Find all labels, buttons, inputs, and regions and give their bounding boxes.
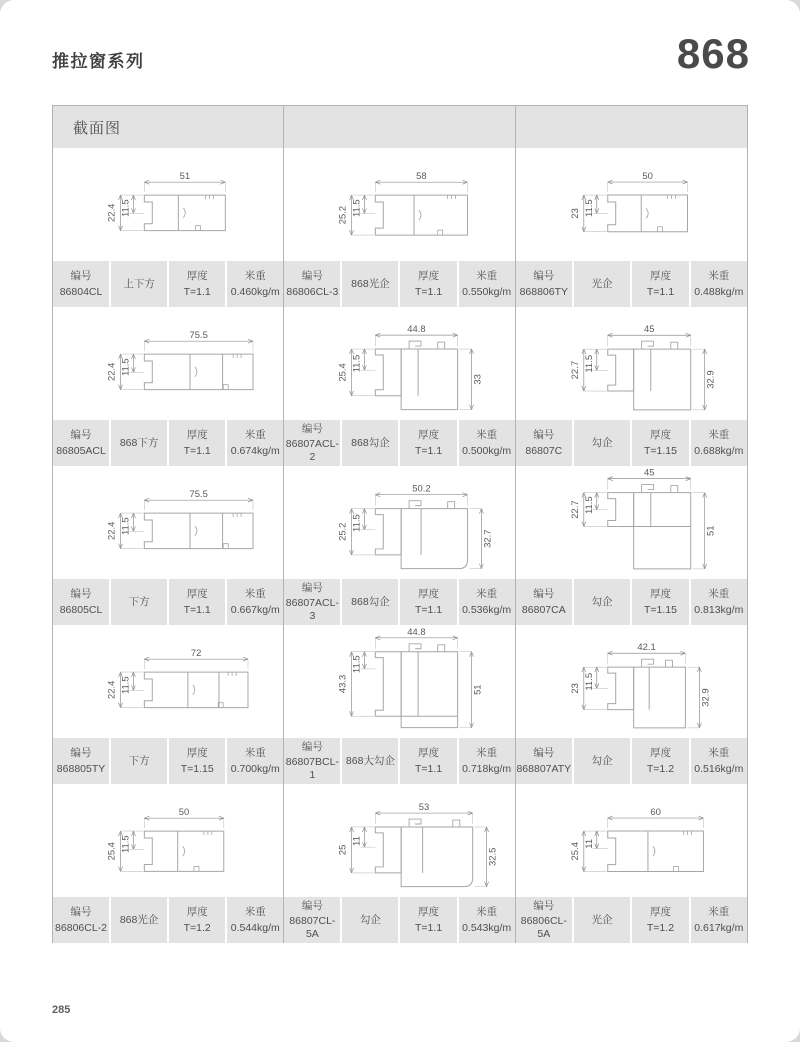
profile-thickness: T=1.1 (414, 921, 443, 934)
code-label: 编号 (70, 905, 92, 918)
profile-info-row (516, 420, 747, 466)
profile-thickness: T=1.1 (414, 762, 443, 775)
table-header-cell (516, 106, 747, 148)
profile-drawing-area (284, 466, 514, 579)
profile-info-row (516, 261, 747, 307)
profile-weight-cell (227, 420, 283, 466)
svg-text:11.5: 11.5 (350, 354, 362, 372)
series-number: 868 (676, 30, 750, 77)
svg-text:51: 51 (705, 524, 717, 536)
profile-name: 下方 (128, 754, 150, 767)
code-label: 编号 (533, 269, 555, 282)
profile-weight: 0.543kg/m (462, 921, 512, 934)
svg-text:58: 58 (416, 169, 427, 181)
svg-text:11.5: 11.5 (119, 198, 131, 217)
profile-name: 勾企 (591, 595, 613, 608)
profile-thickness-cell (169, 420, 225, 466)
svg-text:45: 45 (643, 323, 655, 335)
profile-weight-cell (227, 261, 283, 307)
svg-text:11: 11 (350, 835, 362, 846)
profile-drawing-area (53, 784, 283, 897)
svg-text:25.4: 25.4 (569, 841, 581, 861)
code-label: 编号 (533, 587, 555, 600)
profile-code: 86807C (525, 444, 563, 457)
profile-weight: 0.718kg/m (462, 762, 512, 775)
profile-info-row (284, 897, 514, 943)
profile-name-cell (574, 738, 630, 784)
thickness-label: 厚度 (418, 428, 440, 441)
code-label: 编号 (533, 746, 555, 759)
svg-text:11.5: 11.5 (119, 675, 131, 694)
thickness-label: 厚度 (418, 905, 440, 918)
profile-code: 86806CL-5A (520, 915, 567, 940)
profile-thickness-cell (169, 261, 225, 307)
profile-code-cell (53, 738, 109, 784)
profile-thickness: T=1.2 (183, 921, 211, 934)
svg-text:25.4: 25.4 (336, 362, 348, 382)
profile-name-cell (342, 897, 398, 943)
profile-code: 86807ACL-3 (285, 597, 339, 622)
svg-text:45: 45 (643, 467, 655, 479)
thickness-label: 厚度 (649, 428, 671, 441)
svg-text:33: 33 (471, 373, 483, 385)
profile-weight-cell (459, 579, 515, 625)
profile-cell (53, 466, 284, 625)
table-header-cell (53, 106, 284, 148)
profile-name: 勾企 (591, 754, 613, 767)
profile-name: 光企 (591, 277, 613, 290)
svg-text:11.5: 11.5 (119, 357, 131, 376)
svg-text:22.7: 22.7 (569, 360, 581, 379)
profile-name-cell (342, 261, 398, 307)
profile-name-cell (574, 420, 630, 466)
profile-name: 勾企 (359, 913, 381, 926)
page-number: 285 (52, 1004, 71, 1016)
thickness-label: 厚度 (649, 587, 671, 600)
profile-weight-cell (227, 738, 283, 784)
profile-drawing-area (284, 625, 514, 738)
svg-text:51: 51 (179, 169, 191, 181)
svg-text:11.5: 11.5 (583, 672, 595, 691)
profile-section-drawing (284, 308, 514, 420)
profile-thickness-cell (400, 579, 456, 625)
profile-weight-cell (459, 420, 515, 466)
profile-section-drawing (516, 785, 747, 897)
svg-text:51: 51 (471, 683, 483, 695)
weight-label: 米重 (244, 905, 266, 918)
profile-code: 86807BCL-1 (285, 756, 339, 781)
weight-label: 米重 (244, 269, 266, 282)
profile-info-row (284, 261, 514, 307)
profile-code-cell (516, 897, 572, 943)
profile-weight: 0.460kg/m (230, 285, 280, 298)
profile-section-drawing (284, 626, 514, 738)
profile-code: 86806CL-3 (286, 285, 339, 298)
svg-text:22.4: 22.4 (105, 362, 117, 381)
svg-text:43.3: 43.3 (336, 674, 348, 693)
profile-drawing-area (53, 307, 283, 420)
svg-text:32.5: 32.5 (486, 847, 498, 866)
profile-code-cell (284, 579, 340, 625)
profile-thickness: T=1.1 (414, 444, 443, 457)
svg-text:22.4: 22.4 (105, 203, 117, 222)
svg-text:23: 23 (569, 207, 581, 219)
thickness-label: 厚度 (649, 746, 671, 759)
thickness-label: 厚度 (186, 587, 208, 600)
profile-name: 868勾企 (351, 595, 390, 608)
profile-drawing-area (516, 466, 747, 579)
profile-weight: 0.674kg/m (230, 444, 280, 457)
profile-thickness: T=1.15 (643, 603, 677, 616)
profile-section-drawing (516, 467, 747, 579)
svg-text:50.2: 50.2 (412, 482, 431, 494)
svg-text:44.8: 44.8 (407, 625, 426, 637)
profile-weight: 0.516kg/m (694, 762, 744, 775)
thickness-label: 厚度 (186, 428, 208, 441)
svg-text:11.5: 11.5 (583, 354, 595, 373)
profile-drawing-area (53, 466, 283, 579)
profile-thickness-cell (632, 261, 688, 307)
profile-cell (284, 466, 515, 625)
thickness-label: 厚度 (649, 269, 671, 282)
profile-name-cell (111, 579, 167, 625)
profile-name: 勾企 (591, 436, 613, 449)
profile-code-cell (53, 579, 109, 625)
profile-info-row (516, 897, 747, 943)
profile-thickness: T=1.1 (414, 285, 443, 298)
profile-weight-cell (691, 261, 747, 307)
profile-thickness-cell (169, 738, 225, 784)
weight-label: 米重 (476, 428, 498, 441)
profile-code: 86807ACL-2 (285, 438, 339, 463)
profile-code-cell (516, 738, 572, 784)
thickness-label: 厚度 (186, 746, 208, 759)
profiles-grid (53, 148, 747, 943)
thickness-label: 厚度 (186, 905, 208, 918)
profile-code-cell (284, 738, 340, 784)
profile-code-cell (53, 261, 109, 307)
profile-thickness-cell (400, 897, 456, 943)
weight-label: 米重 (708, 587, 730, 600)
profile-cell (53, 148, 284, 307)
thickness-label: 厚度 (418, 746, 440, 759)
profile-info-row (53, 420, 283, 466)
profile-name: 868光企 (119, 913, 159, 926)
code-label: 编号 (301, 422, 323, 435)
code-label: 编号 (301, 269, 323, 282)
profile-code: 86804CL (59, 285, 103, 298)
svg-text:53: 53 (419, 800, 430, 812)
profile-code: 86807CL-5A (289, 915, 336, 940)
profile-thickness: T=1.2 (646, 921, 675, 934)
svg-text:11: 11 (583, 838, 595, 849)
svg-text:50: 50 (178, 805, 190, 817)
profile-code: 86805ACL (56, 444, 106, 457)
profile-drawing-area (53, 625, 283, 738)
svg-text:72: 72 (190, 646, 202, 658)
profile-thickness: T=1.1 (183, 603, 211, 616)
profile-weight-cell (227, 579, 283, 625)
svg-text:44.8: 44.8 (407, 322, 426, 334)
profile-thickness-cell (632, 897, 688, 943)
profile-section-drawing (284, 149, 514, 261)
profile-thickness-cell (400, 420, 456, 466)
profile-code: 868806TY (519, 285, 569, 298)
profile-section-drawing (284, 785, 514, 897)
table-header-label: 截面图 (73, 119, 122, 137)
svg-text:11.5: 11.5 (350, 513, 362, 532)
profile-thickness: T=1.15 (180, 762, 214, 775)
thickness-label: 厚度 (649, 905, 671, 918)
svg-text:22.4: 22.4 (105, 521, 117, 540)
code-label: 编号 (301, 740, 323, 753)
weight-label: 米重 (708, 905, 730, 918)
weight-label: 米重 (708, 269, 730, 282)
profile-code: 86807CA (521, 603, 566, 616)
svg-text:22.4: 22.4 (105, 680, 117, 699)
profile-code-cell (516, 579, 572, 625)
profile-cell (516, 784, 747, 943)
profile-cell (284, 625, 515, 784)
profile-name-cell (574, 261, 630, 307)
profile-info-row (284, 579, 514, 625)
profile-thickness: T=1.15 (643, 444, 677, 457)
profile-cell (53, 625, 284, 784)
profile-name-cell (111, 420, 167, 466)
profile-name: 上下方 (123, 277, 155, 290)
profile-weight-cell (459, 738, 515, 784)
profile-drawing-area (516, 625, 747, 738)
svg-text:25.2: 25.2 (336, 205, 348, 224)
profile-thickness: T=1.1 (183, 285, 211, 298)
profile-weight: 0.488kg/m (694, 285, 744, 298)
profile-cell (516, 625, 747, 784)
code-label: 编号 (533, 428, 555, 441)
profile-code: 868805TY (56, 762, 106, 775)
weight-label: 米重 (244, 428, 266, 441)
profile-cell (516, 307, 747, 466)
profile-info-row (53, 579, 283, 625)
profile-name: 868大勾企 (345, 754, 395, 767)
profile-code-cell (284, 897, 340, 943)
weight-label: 米重 (476, 269, 498, 282)
profile-name-cell (342, 420, 398, 466)
code-label: 编号 (70, 746, 92, 759)
svg-text:32.7: 32.7 (481, 528, 493, 548)
profile-info-row (53, 261, 283, 307)
profile-thickness-cell (400, 261, 456, 307)
svg-text:32.9: 32.9 (705, 369, 717, 389)
svg-text:60: 60 (649, 806, 661, 818)
profile-thickness: T=1.1 (646, 285, 675, 298)
profile-section-drawing (53, 785, 283, 897)
profile-code-cell (516, 261, 572, 307)
weight-label: 米重 (244, 587, 266, 600)
profile-section-drawing (53, 308, 283, 420)
profile-weight: 0.700kg/m (230, 762, 280, 775)
profile-thickness-cell (632, 579, 688, 625)
profile-section-drawing (516, 149, 747, 261)
profile-name: 868下方 (119, 436, 159, 449)
profile-drawing-area (516, 307, 747, 420)
profile-code-cell (53, 897, 109, 943)
code-label: 编号 (301, 581, 323, 594)
profile-name-cell (574, 579, 630, 625)
profile-cell (516, 466, 747, 625)
profile-info-row (284, 420, 514, 466)
profile-thickness: T=1.1 (414, 603, 443, 616)
profile-drawing-area (284, 307, 514, 420)
profile-thickness-cell (400, 738, 456, 784)
profile-section-drawing (284, 467, 514, 579)
svg-text:32.9: 32.9 (699, 687, 711, 707)
profile-cell (284, 784, 515, 943)
weight-label: 米重 (476, 746, 498, 759)
svg-text:50: 50 (642, 170, 653, 182)
profile-name: 光企 (591, 913, 613, 926)
profile-weight: 0.617kg/m (694, 921, 744, 934)
profile-weight: 0.550kg/m (462, 285, 512, 298)
page-title: 推拉窗系列 (52, 51, 145, 71)
profile-drawing-area (284, 784, 514, 897)
profile-weight-cell (227, 897, 283, 943)
profile-weight-cell (459, 261, 515, 307)
profile-name-cell (342, 579, 398, 625)
svg-text:42.1: 42.1 (637, 641, 656, 653)
svg-text:22.7: 22.7 (569, 499, 581, 519)
svg-text:11.5: 11.5 (119, 834, 131, 853)
profile-cell (53, 784, 284, 943)
svg-text:25: 25 (336, 844, 348, 855)
profile-thickness-cell (169, 579, 225, 625)
profile-drawing-area (284, 148, 514, 261)
svg-text:75.5: 75.5 (189, 328, 208, 340)
profile-section-drawing (516, 308, 747, 420)
profile-drawing-area (53, 148, 283, 261)
profile-weight-cell (691, 897, 747, 943)
profile-weight: 0.813kg/m (694, 603, 744, 616)
code-label: 编号 (70, 428, 92, 441)
profile-code: 868807ATY (516, 762, 572, 775)
svg-text:23: 23 (569, 682, 581, 694)
profile-cell (53, 307, 284, 466)
code-label: 编号 (301, 899, 323, 912)
profile-thickness-cell (169, 897, 225, 943)
svg-text:11.5: 11.5 (583, 495, 595, 514)
profile-code: 86806CL-2 (55, 921, 108, 934)
svg-text:11.5: 11.5 (350, 198, 362, 217)
weight-label: 米重 (244, 746, 266, 759)
profile-name-cell (111, 261, 167, 307)
profile-weight-cell (691, 738, 747, 784)
profile-name-cell (342, 738, 398, 784)
profile-info-row (516, 579, 747, 625)
profile-weight-cell (459, 897, 515, 943)
profile-weight: 0.544kg/m (230, 921, 280, 934)
profile-weight-cell (691, 420, 747, 466)
profile-cell (516, 148, 747, 307)
thickness-label: 厚度 (186, 269, 208, 282)
code-label: 编号 (70, 269, 92, 282)
table-header-cell (284, 106, 515, 148)
profile-cell (284, 307, 515, 466)
code-label: 编号 (533, 899, 555, 912)
svg-text:25.4: 25.4 (105, 841, 117, 860)
profile-thickness-cell (632, 738, 688, 784)
profile-info-row (516, 738, 747, 784)
profile-thickness-cell (632, 420, 688, 466)
svg-text:25.2: 25.2 (336, 522, 348, 541)
profile-weight: 0.688kg/m (694, 444, 744, 457)
profiles-table (52, 105, 748, 943)
profile-info-row (53, 738, 283, 784)
profile-drawing-area (516, 784, 747, 897)
profile-weight-cell (691, 579, 747, 625)
thickness-label: 厚度 (418, 587, 440, 600)
profile-code-cell (284, 420, 340, 466)
profile-weight: 0.667kg/m (230, 603, 280, 616)
profile-name-cell (111, 897, 167, 943)
profile-code-cell (284, 261, 340, 307)
weight-label: 米重 (476, 587, 498, 600)
profile-info-row (53, 897, 283, 943)
weight-label: 米重 (708, 746, 730, 759)
page-header (52, 30, 750, 77)
profile-name-cell (574, 897, 630, 943)
profile-cell (284, 148, 515, 307)
profile-section-drawing (53, 467, 283, 579)
profile-info-row (284, 738, 514, 784)
profile-weight: 0.536kg/m (462, 603, 512, 616)
profile-weight: 0.500kg/m (462, 444, 512, 457)
svg-text:75.5: 75.5 (189, 487, 208, 499)
profile-section-drawing (516, 626, 747, 738)
profile-thickness: T=1.1 (183, 444, 211, 457)
profile-section-drawing (53, 149, 283, 261)
profile-code-cell (516, 420, 572, 466)
profile-name: 868光企 (351, 277, 390, 290)
profile-code: 86805CL (59, 603, 103, 616)
weight-label: 米重 (708, 428, 730, 441)
table-header-row (53, 106, 747, 148)
svg-text:11.5: 11.5 (350, 654, 362, 673)
profile-code-cell (53, 420, 109, 466)
profile-section-drawing (53, 626, 283, 738)
svg-text:11.5: 11.5 (119, 516, 131, 535)
profile-name: 下方 (128, 595, 150, 608)
profile-name-cell (111, 738, 167, 784)
profile-drawing-area (516, 148, 747, 261)
code-label: 编号 (70, 587, 92, 600)
thickness-label: 厚度 (418, 269, 440, 282)
weight-label: 米重 (476, 905, 498, 918)
svg-text:11.5: 11.5 (583, 198, 595, 217)
profile-name: 868勾企 (351, 436, 390, 449)
profile-thickness: T=1.2 (646, 762, 675, 775)
